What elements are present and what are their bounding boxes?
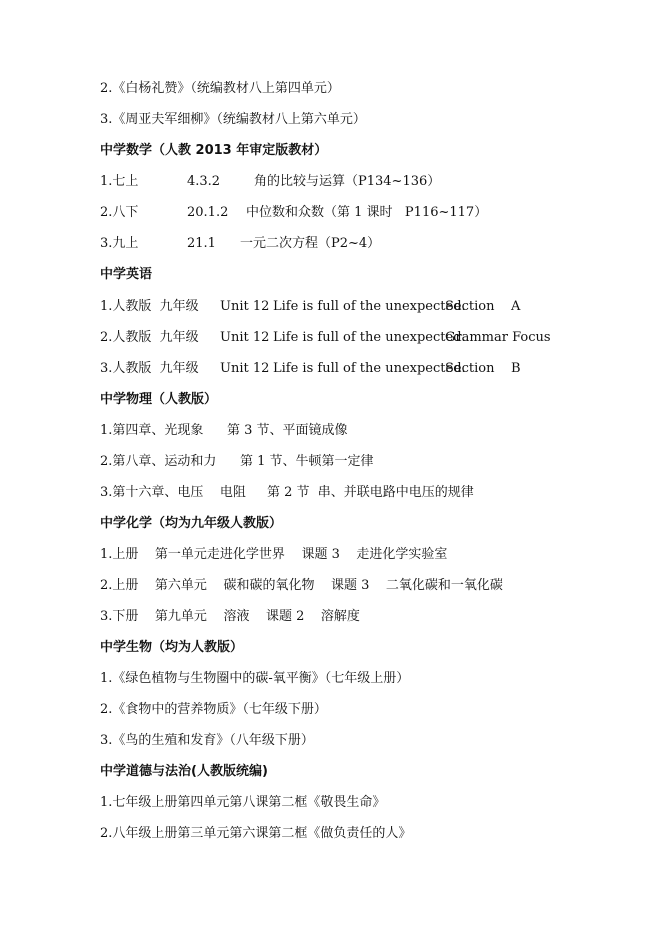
- item-topic: 一元二次方程（P2~4）: [240, 236, 381, 251]
- list-item: 1.上册 第一单元走进化学世界 课题 3 走进化学实验室: [100, 547, 448, 562]
- item-grade: 1.七上: [100, 174, 139, 189]
- item-section: Grammar Focus: [445, 330, 551, 345]
- item-chapter: 2.第八章、运动和力: [100, 454, 217, 469]
- item-section: 21.1: [187, 236, 216, 251]
- section-heading-chemistry: 中学化学（均为九年级人教版）: [100, 516, 283, 531]
- item-title: Life is full of the unexpected.: [273, 330, 466, 345]
- item-lesson: 第 3 节、平面镜成像: [227, 423, 348, 438]
- item-topic: 中位数和众数（第 1 课时 P116~117）: [246, 205, 488, 220]
- item-edition: 3.人教版 九年级: [100, 361, 199, 376]
- item-section: 4.3.2: [187, 174, 221, 189]
- section-heading-physics: 中学物理（人教版）: [100, 392, 218, 407]
- item-unit: Unit 12: [220, 361, 270, 376]
- item-lesson: 第 2 节 串、并联电路中电压的规律: [267, 485, 474, 500]
- item-edition: 1.人教版 九年级: [100, 299, 199, 314]
- list-item: 2.《食物中的营养物质》（七年级下册）: [100, 702, 327, 717]
- item-grade: 3.九上: [100, 236, 139, 251]
- item-chapter: 3.第十六章、电压 电阻: [100, 485, 246, 500]
- list-item: 2.《白杨礼赞》（统编教材八上第四单元）: [100, 81, 340, 96]
- item-lesson: 第 1 节、牛顿第一定律: [240, 454, 374, 469]
- item-section: 20.1.2: [187, 205, 229, 220]
- section-heading-biology: 中学生物（均为人教版）: [100, 640, 244, 655]
- item-grade: 2.八下: [100, 205, 139, 220]
- item-unit: Unit 12: [220, 299, 270, 314]
- item-topic: 角的比较与运算（P134~136）: [254, 174, 441, 189]
- item-title: Life is full of the unexpected.: [273, 299, 466, 314]
- section-heading-math: 中学数学（人教 2013 年审定版教材）: [100, 143, 328, 158]
- item-section: Section A: [445, 299, 521, 314]
- item-section: Section B: [445, 361, 521, 376]
- list-item: 3.下册 第九单元 溶液 课题 2 溶解度: [100, 609, 360, 624]
- list-item: 2.上册 第六单元 碳和碳的氧化物 课题 3 二氧化碳和一氧化碳: [100, 578, 503, 593]
- list-item: 3.《鸟的生殖和发育》（八年级下册）: [100, 733, 314, 748]
- section-heading-english: 中学英语: [100, 267, 153, 282]
- list-item: 3.《周亚夫军细柳》（统编教材八上第六单元）: [100, 112, 366, 127]
- item-chapter: 1.第四章、光现象: [100, 423, 204, 438]
- section-heading-morality-law: 中学道德与法治(人教版统编): [100, 764, 268, 779]
- list-item: 1.七年级上册第四单元第八课第二框《敬畏生命》: [100, 795, 386, 810]
- list-item: 1.《绿色植物与生物圈中的碳-氧平衡》（七年级上册）: [100, 671, 410, 686]
- item-edition: 2.人教版 九年级: [100, 330, 199, 345]
- item-unit: Unit 12: [220, 330, 270, 345]
- list-item: 2.八年级上册第三单元第六课第二框《做负责任的人》: [100, 826, 412, 841]
- item-title: Life is full of the unexpected.: [273, 361, 466, 376]
